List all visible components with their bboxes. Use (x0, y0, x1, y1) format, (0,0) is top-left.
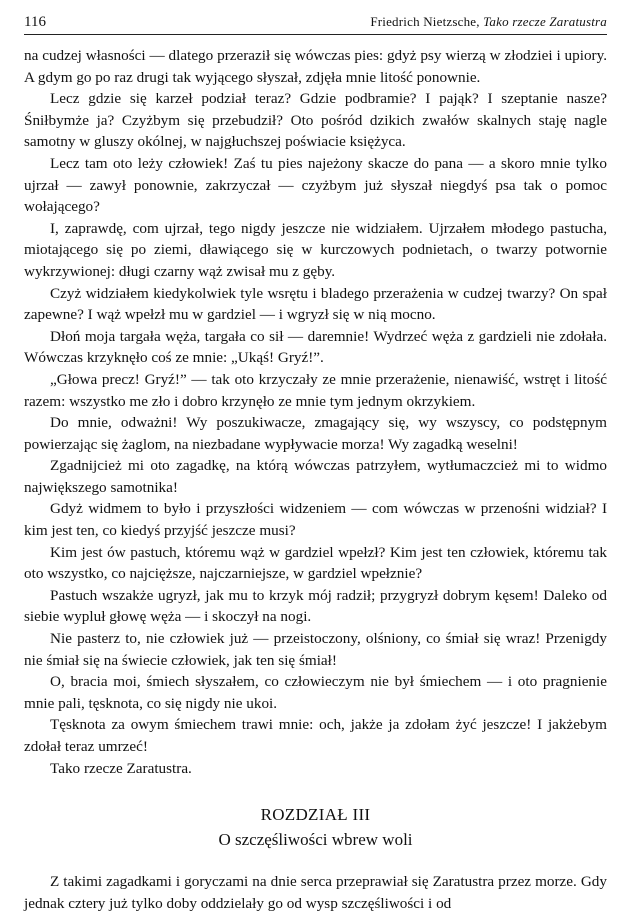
paragraph: „Głowa precz! Gryź!” — tak oto krzyczały ze mnie przerażenie, nienawiść, wstręt i litość razem: wszystko me zło i dobro krzynęło ze mnie tym jednym okrzykiem. (24, 370, 607, 410)
book-page (24, 12, 607, 914)
paragraph: Tako rzecze Zaratustra. (50, 759, 192, 777)
paragraph: Tęsknota za owym śmiechem trawi mnie: och, jakże ja zdołam żyć jeszcze! I jakżebym zdołał teraz umrzeć! (24, 716, 607, 755)
paragraph: Czyż widziałem kiedykolwiek tyle wsrętu i bladego przerażenia w cudzej twarzy? On spał zapewne? I wąż wpełzł mu w gardziel — i wgryzł się w nią mocno. (24, 284, 607, 324)
paragraph: Z takimi zagadkami i goryczami na dnie serca przeprawiał się Zaratustra przez morze. Gdy jednak cztery już tylko doby oddzielały go od wysp szczęśliwości i od (24, 873, 607, 912)
paragraph: Pastuch wszakże ugryzł, jak mu to krzyk mój radził; przygryzł dobrym kęsem! Daleko od siebie wypluł głowę węża — i skoczył na nogi. (24, 586, 607, 626)
paragraph: I, zaprawdę, com ujrzał, tego nigdy jeszcze nie widziałem. Ujrzałem młodego pastucha, miotającego się po ziemi, dławiącego się w kurczowych podnietach, o twarzy potwornie wykrzywionej: długi czarny wąż zwisał mu z gęby. (24, 219, 607, 280)
running-header (24, 12, 607, 35)
paragraph: Zgadnijcież mi oto zagadkę, na którą wówczas patrzyłem, wytłumaczcież mi to widmo największego samotnika! (24, 457, 607, 496)
paragraph: Nie pasterz to, nie człowiek już — przeistoczony, olśniony, co śmiał się wraz! Przenigdy nie śmiał się na świecie człowiek, jak ten się śmiał! (24, 630, 607, 669)
page-number: 116 (24, 14, 46, 30)
paragraph: Do mnie, odważni! Wy poszukiwacze, zmagający się, wy wszyscy, co podstępnym powierzając się żaglom, na niezbadane wypływacie morza! Wy zagadką weselni! (24, 414, 607, 453)
chapter-label: ROZDZIAŁ III (260, 805, 371, 825)
main-text (24, 45, 607, 779)
paragraph: Lecz tam oto leży człowiek! Zaś tu pies najeżony skacze do pana — a skoro mnie tylko ujrzał — zawył ponownie, zakrzyczał — czyżbym już słyszał niegdyś psa tak o pomoc wołającego? (24, 154, 607, 216)
running-title (370, 12, 607, 32)
paragraph: Gdyż widmem to było i przyszłości widzeniem — com wówczas w przenośni widział? I kim jest ten, co kiedyś przyjść jeszcze musi? (24, 500, 607, 540)
chapter-title: O szczęśliwości wbrew woli (218, 830, 413, 850)
chapter-heading (24, 803, 607, 853)
paragraph: na cudzej własności — dlatego przeraził się wówczas pies: gdyż psy wierzą w złodziei i upiory. A gdym go po raz drugi tak wyjącego słyszał, zdjęła mnie litość ponownie. (24, 47, 607, 86)
paragraph: Lecz gdzie się karzeł podział teraz? Gdzie podbramie? I pająk? I szeptanie nasze? Śniłbymże ja? Czyżbym się przebudził? Oto pośród dzikich zwałów skalnych staję nagle samotny w gluszy okólnej, w najgłuchszej poświacie księżyca. (24, 90, 607, 151)
author-name: Friedrich Nietzsche, (370, 14, 480, 29)
paragraph: O, bracia moi, śmiech słyszałem, co człowieczym nie był śmiechem — i oto pragnienie mnie pali, tęsknota, co się nigdy nie ukoi. (24, 673, 607, 712)
paragraph: Dłoń moja targała węża, targała co sił — daremnie! Wydrzeć węża z gardzieli nie zdołała. Wówczas krzyknęło coś ze mnie: „Ukąś! Gryź!”. (24, 327, 607, 367)
book-title: Tako rzecze Zaratustra (483, 14, 607, 29)
paragraph: Kim jest ów pastuch, któremu wąż w gardziel wpełzł? Kim jest ten człowiek, któremu tak oto wszystko, co najcięższe, najczarniejsze, w gardziel wpełznie? (24, 543, 607, 583)
